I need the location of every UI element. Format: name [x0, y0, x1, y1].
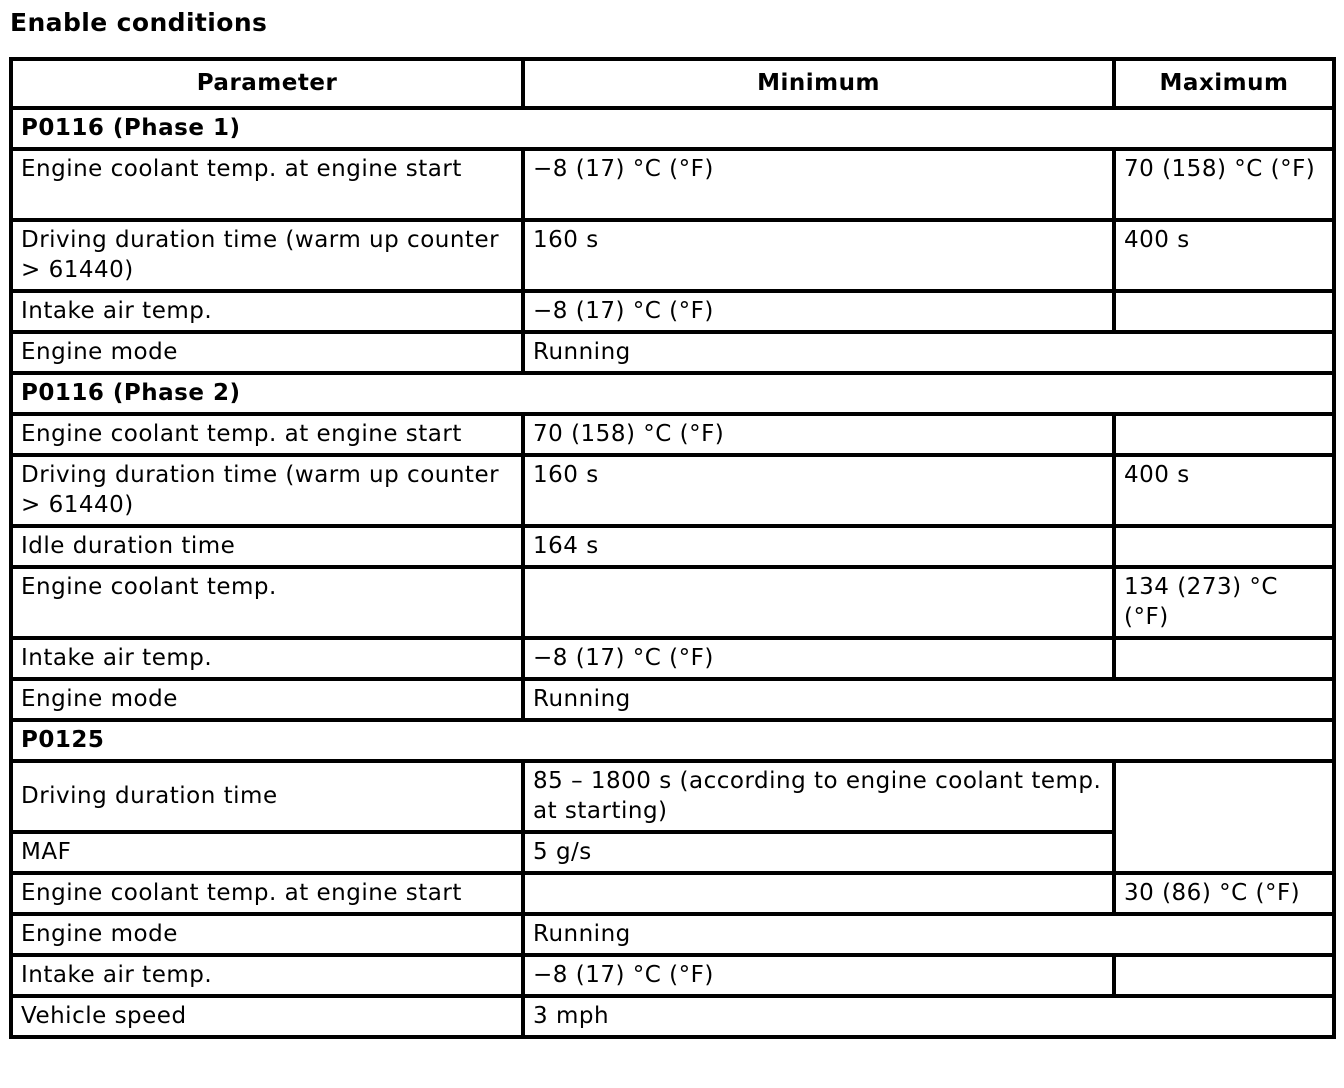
- header-row: [11, 59, 1334, 108]
- parameter-cell: Intake air temp.: [11, 955, 523, 996]
- parameter-cell: Driving duration time (warm up counter > 61440): [11, 220, 523, 291]
- table-row: [11, 679, 1334, 720]
- parameter-cell: Driving duration time: [11, 761, 523, 832]
- page-title: Enable conditions: [10, 8, 268, 37]
- minimum-cell: −8 (17) °C (°F): [523, 291, 1114, 332]
- table-row: [11, 332, 1334, 373]
- parameter-cell: Engine mode: [11, 679, 523, 720]
- minimum-cell: −8 (17) °C (°F): [523, 638, 1114, 679]
- minimum-cell: −8 (17) °C (°F): [523, 149, 1114, 220]
- section-row: [11, 373, 1334, 414]
- maximum-cell: 400 s: [1114, 220, 1334, 291]
- parameter-cell: Engine mode: [11, 332, 523, 373]
- table-row: [11, 873, 1334, 914]
- maximum-cell: [1114, 414, 1334, 455]
- parameter-cell: Engine coolant temp. at engine start: [11, 149, 523, 220]
- header-minimum: Minimum: [523, 59, 1114, 108]
- minimum-cell: −8 (17) °C (°F): [523, 955, 1114, 996]
- minimum-cell: [523, 873, 1114, 914]
- maximum-cell: 30 (86) °C (°F): [1114, 873, 1334, 914]
- value-cell: Running: [523, 914, 1334, 955]
- parameter-cell: Idle duration time: [11, 526, 523, 567]
- minimum-cell: 70 (158) °C (°F): [523, 414, 1114, 455]
- maximum-cell: [1114, 291, 1334, 332]
- table-row: [11, 149, 1334, 220]
- parameter-cell: Driving duration time (warm up counter > 61440): [11, 455, 523, 526]
- table-row: [11, 220, 1334, 291]
- parameter-cell: MAF: [11, 832, 523, 873]
- parameter-cell: Engine mode: [11, 914, 523, 955]
- parameter-cell: Intake air temp.: [11, 291, 523, 332]
- maximum-cell: 134 (273) °C (°F): [1114, 567, 1334, 638]
- maximum-cell: [1114, 526, 1334, 567]
- table-row: [11, 291, 1334, 332]
- value-cell: Running: [523, 332, 1334, 373]
- maximum-cell: [1114, 955, 1334, 996]
- header-parameter: Parameter: [11, 59, 523, 108]
- table-row: [11, 526, 1334, 567]
- parameter-cell: Engine coolant temp. at engine start: [11, 414, 523, 455]
- section-row: [11, 108, 1334, 149]
- table-row: [11, 761, 1334, 832]
- value-cell: 3 mph: [523, 996, 1334, 1037]
- table-row: [11, 955, 1334, 996]
- maximum-cell: 70 (158) °C (°F): [1114, 149, 1334, 220]
- maximum-cell: [1114, 638, 1334, 679]
- value-cell: Running: [523, 679, 1334, 720]
- table-row: [11, 996, 1334, 1037]
- minimum-cell: 164 s: [523, 526, 1114, 567]
- minimum-cell: 160 s: [523, 220, 1114, 291]
- table-row: [11, 638, 1334, 679]
- section-row: [11, 720, 1334, 761]
- parameter-cell: Engine coolant temp.: [11, 567, 523, 638]
- section-title: P0116 (Phase 2): [11, 373, 1334, 414]
- table-row: [11, 455, 1334, 526]
- parameter-cell: Vehicle speed: [11, 996, 523, 1037]
- enable-conditions-table: [9, 57, 1336, 1039]
- minimum-cell: [523, 567, 1114, 638]
- section-title: P0116 (Phase 1): [11, 108, 1334, 149]
- table-row: [11, 914, 1334, 955]
- table-row: [11, 567, 1334, 638]
- maximum-cell: [1114, 761, 1334, 873]
- parameter-cell: Engine coolant temp. at engine start: [11, 873, 523, 914]
- maximum-cell: 400 s: [1114, 455, 1334, 526]
- minimum-cell: 5 g/s: [523, 832, 1114, 873]
- table-row: [11, 414, 1334, 455]
- section-title: P0125: [11, 720, 1334, 761]
- minimum-cell: 160 s: [523, 455, 1114, 526]
- parameter-cell: Intake air temp.: [11, 638, 523, 679]
- minimum-cell: 85 – 1800 s (according to engine coolant temp. at starting): [523, 761, 1114, 832]
- header-maximum: Maximum: [1114, 59, 1334, 108]
